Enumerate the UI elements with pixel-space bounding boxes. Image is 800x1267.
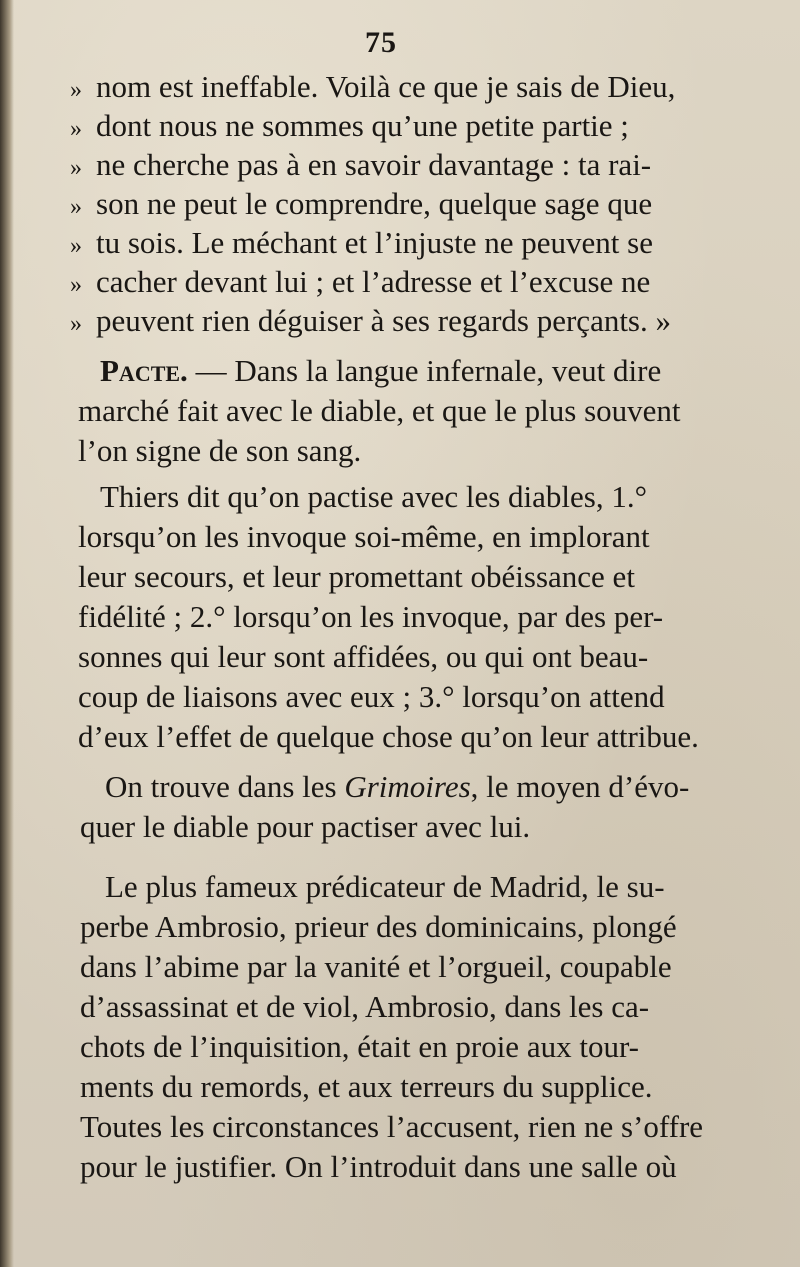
book-spine-shadow — [0, 0, 14, 1267]
paragraph-line: lorsqu’on les invoque soi-même, en implorant — [78, 519, 650, 554]
quote-line: » dont nous ne sommes qu’une petite partie ; — [70, 108, 629, 143]
entry-headword: Pacte. — [100, 353, 188, 388]
paragraph-line: sonnes qui leur sont affidées, ou qui ont beau- — [78, 639, 649, 674]
paragraph-line: d’eux l’effet de quelque chose qu’on leur attribue. — [78, 719, 699, 754]
quote-line: » peuvent rien déguiser à ses regards perçants. » — [70, 303, 671, 338]
quote-line: » tu sois. Le méchant et l’injuste ne peuvent se — [70, 225, 653, 260]
quote-line: » son ne peut le comprendre, quelque sage que — [70, 186, 653, 221]
paragraph-line: dans l’abime par la vanité et l’orgueil, coupable — [80, 949, 672, 984]
quote-line: » nom est ineffable. Voilà ce que je sais de Dieu, — [70, 69, 676, 104]
paragraph-line: ments du remords, et aux terreurs du supplice. — [80, 1069, 653, 1104]
page-number: 75 — [365, 26, 397, 59]
paragraph-line: Toutes les circonstances l’accusent, rien ne s’offre — [80, 1109, 704, 1144]
entry-line: marché fait avec le diable, et que le plus souvent — [78, 393, 681, 428]
paragraph-line: coup de liaisons avec eux ; 3.° lorsqu’on attend — [78, 679, 665, 714]
quote-line: » ne cherche pas à en savoir davantage : ta rai- — [70, 147, 652, 182]
quote-line: » cacher devant lui ; et l’adresse et l’excuse ne — [70, 264, 651, 299]
paragraph-line: chots de l’inquisition, était en proie aux tour- — [80, 1029, 639, 1064]
paragraph-line: leur secours, et leur promettant obéissance et — [78, 559, 635, 594]
grimoires-title: Grimoires — [344, 769, 471, 804]
paragraph-line: Thiers dit qu’on pactise avec les diables, 1.° — [100, 479, 647, 514]
paragraph-line: fidélité ; 2.° lorsqu’on les invoque, par des per- — [78, 599, 664, 634]
paragraph-line: d’assassinat et de viol, Ambrosio, dans les ca- — [80, 989, 650, 1024]
paragraph-line: quer le diable pour pactiser avec lui. — [80, 809, 531, 844]
entry-first-line: Pacte. — Dans la langue infernale, veut dire — [100, 353, 662, 388]
paragraph-line: On trouve dans les Grimoires, le moyen d’évo- — [105, 769, 690, 804]
entry-line: l’on signe de son sang. — [78, 433, 362, 468]
paragraph-line: perbe Ambrosio, prieur des dominicains, plongé — [80, 909, 677, 944]
paragraph-line: Le plus fameux prédicateur de Madrid, le su- — [105, 869, 665, 904]
paragraph-line: pour le justifier. On l’introduit dans une salle où — [80, 1149, 677, 1184]
